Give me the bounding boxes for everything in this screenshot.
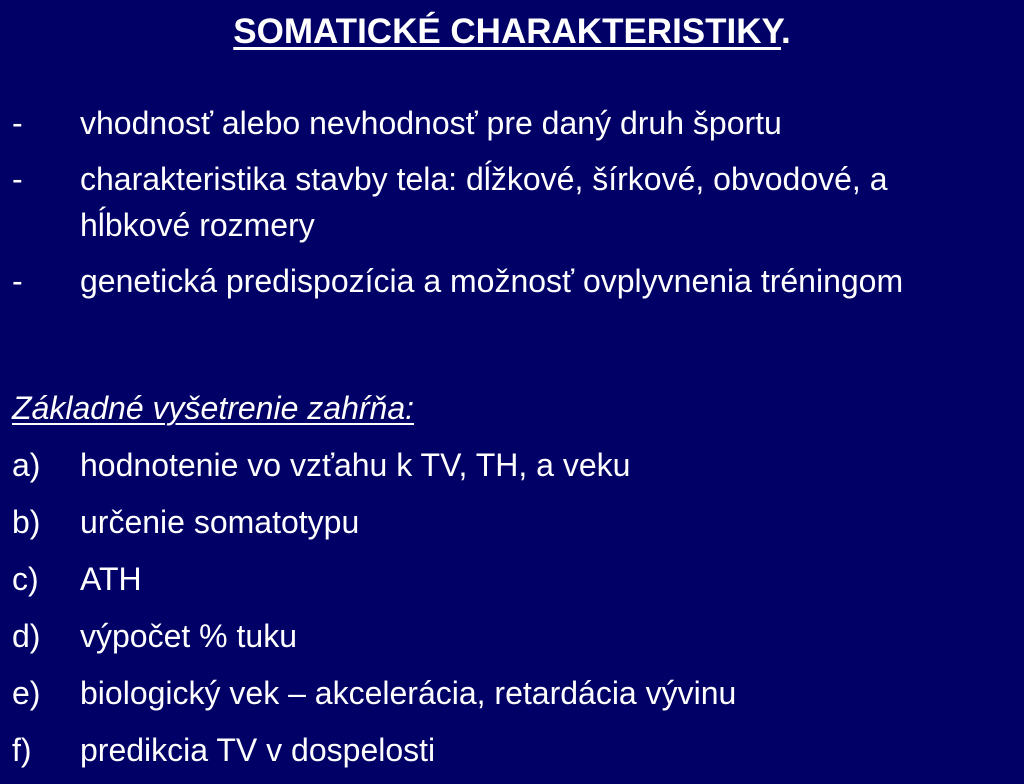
- bullet-item: [0, 100, 1024, 146]
- bullet-marker: -: [12, 263, 23, 299]
- lettered-text: ATH: [80, 561, 142, 597]
- lettered-item: [0, 442, 1024, 488]
- bullet-marker: -: [12, 161, 23, 197]
- lettered-item: [0, 613, 1024, 659]
- lettered-text: predikcia TV v dospelosti: [80, 732, 436, 768]
- lettered-marker: d): [12, 618, 41, 654]
- lettered-text: výpočet % tuku: [80, 618, 297, 654]
- bullet-marker: -: [12, 105, 23, 141]
- lettered-item: [0, 727, 1024, 773]
- lettered-marker: e): [12, 675, 41, 711]
- lettered-marker: b): [12, 504, 41, 540]
- slide-title-text: SOMATICKÉ CHARAKTERISTIKY: [233, 12, 781, 51]
- bullet-item: [0, 156, 1024, 248]
- slide-title-suffix: .: [780, 12, 791, 51]
- subheading: Základné vyšetrenie zahŕňa:: [12, 390, 414, 426]
- lettered-item: [0, 499, 1024, 545]
- bullet-item: [0, 258, 1024, 304]
- bullet-list: [0, 100, 1024, 314]
- slide-title: [0, 10, 1024, 54]
- bullet-text: genetická predispozícia a možnosť ovplyvnenia tréningom: [80, 263, 904, 299]
- lettered-marker: a): [12, 447, 41, 483]
- lettered-list: [0, 442, 1024, 784]
- lettered-item: [0, 670, 1024, 716]
- bullet-text: charakteristika stavby tela: dĺžkové, šírkové, obvodové, a hĺbkové rozmery: [80, 161, 888, 243]
- lettered-marker: c): [12, 561, 39, 597]
- lettered-text: hodnotenie vo vzťahu k TV, TH, a veku: [80, 447, 631, 483]
- lettered-text: biologický vek – akcelerácia, retardácia vývinu: [80, 675, 737, 711]
- lettered-text: určenie somatotypu: [80, 504, 360, 540]
- bullet-text: vhodnosť alebo nevhodnosť pre daný druh športu: [80, 105, 782, 141]
- lettered-marker: f): [12, 732, 32, 768]
- lettered-item: [0, 556, 1024, 602]
